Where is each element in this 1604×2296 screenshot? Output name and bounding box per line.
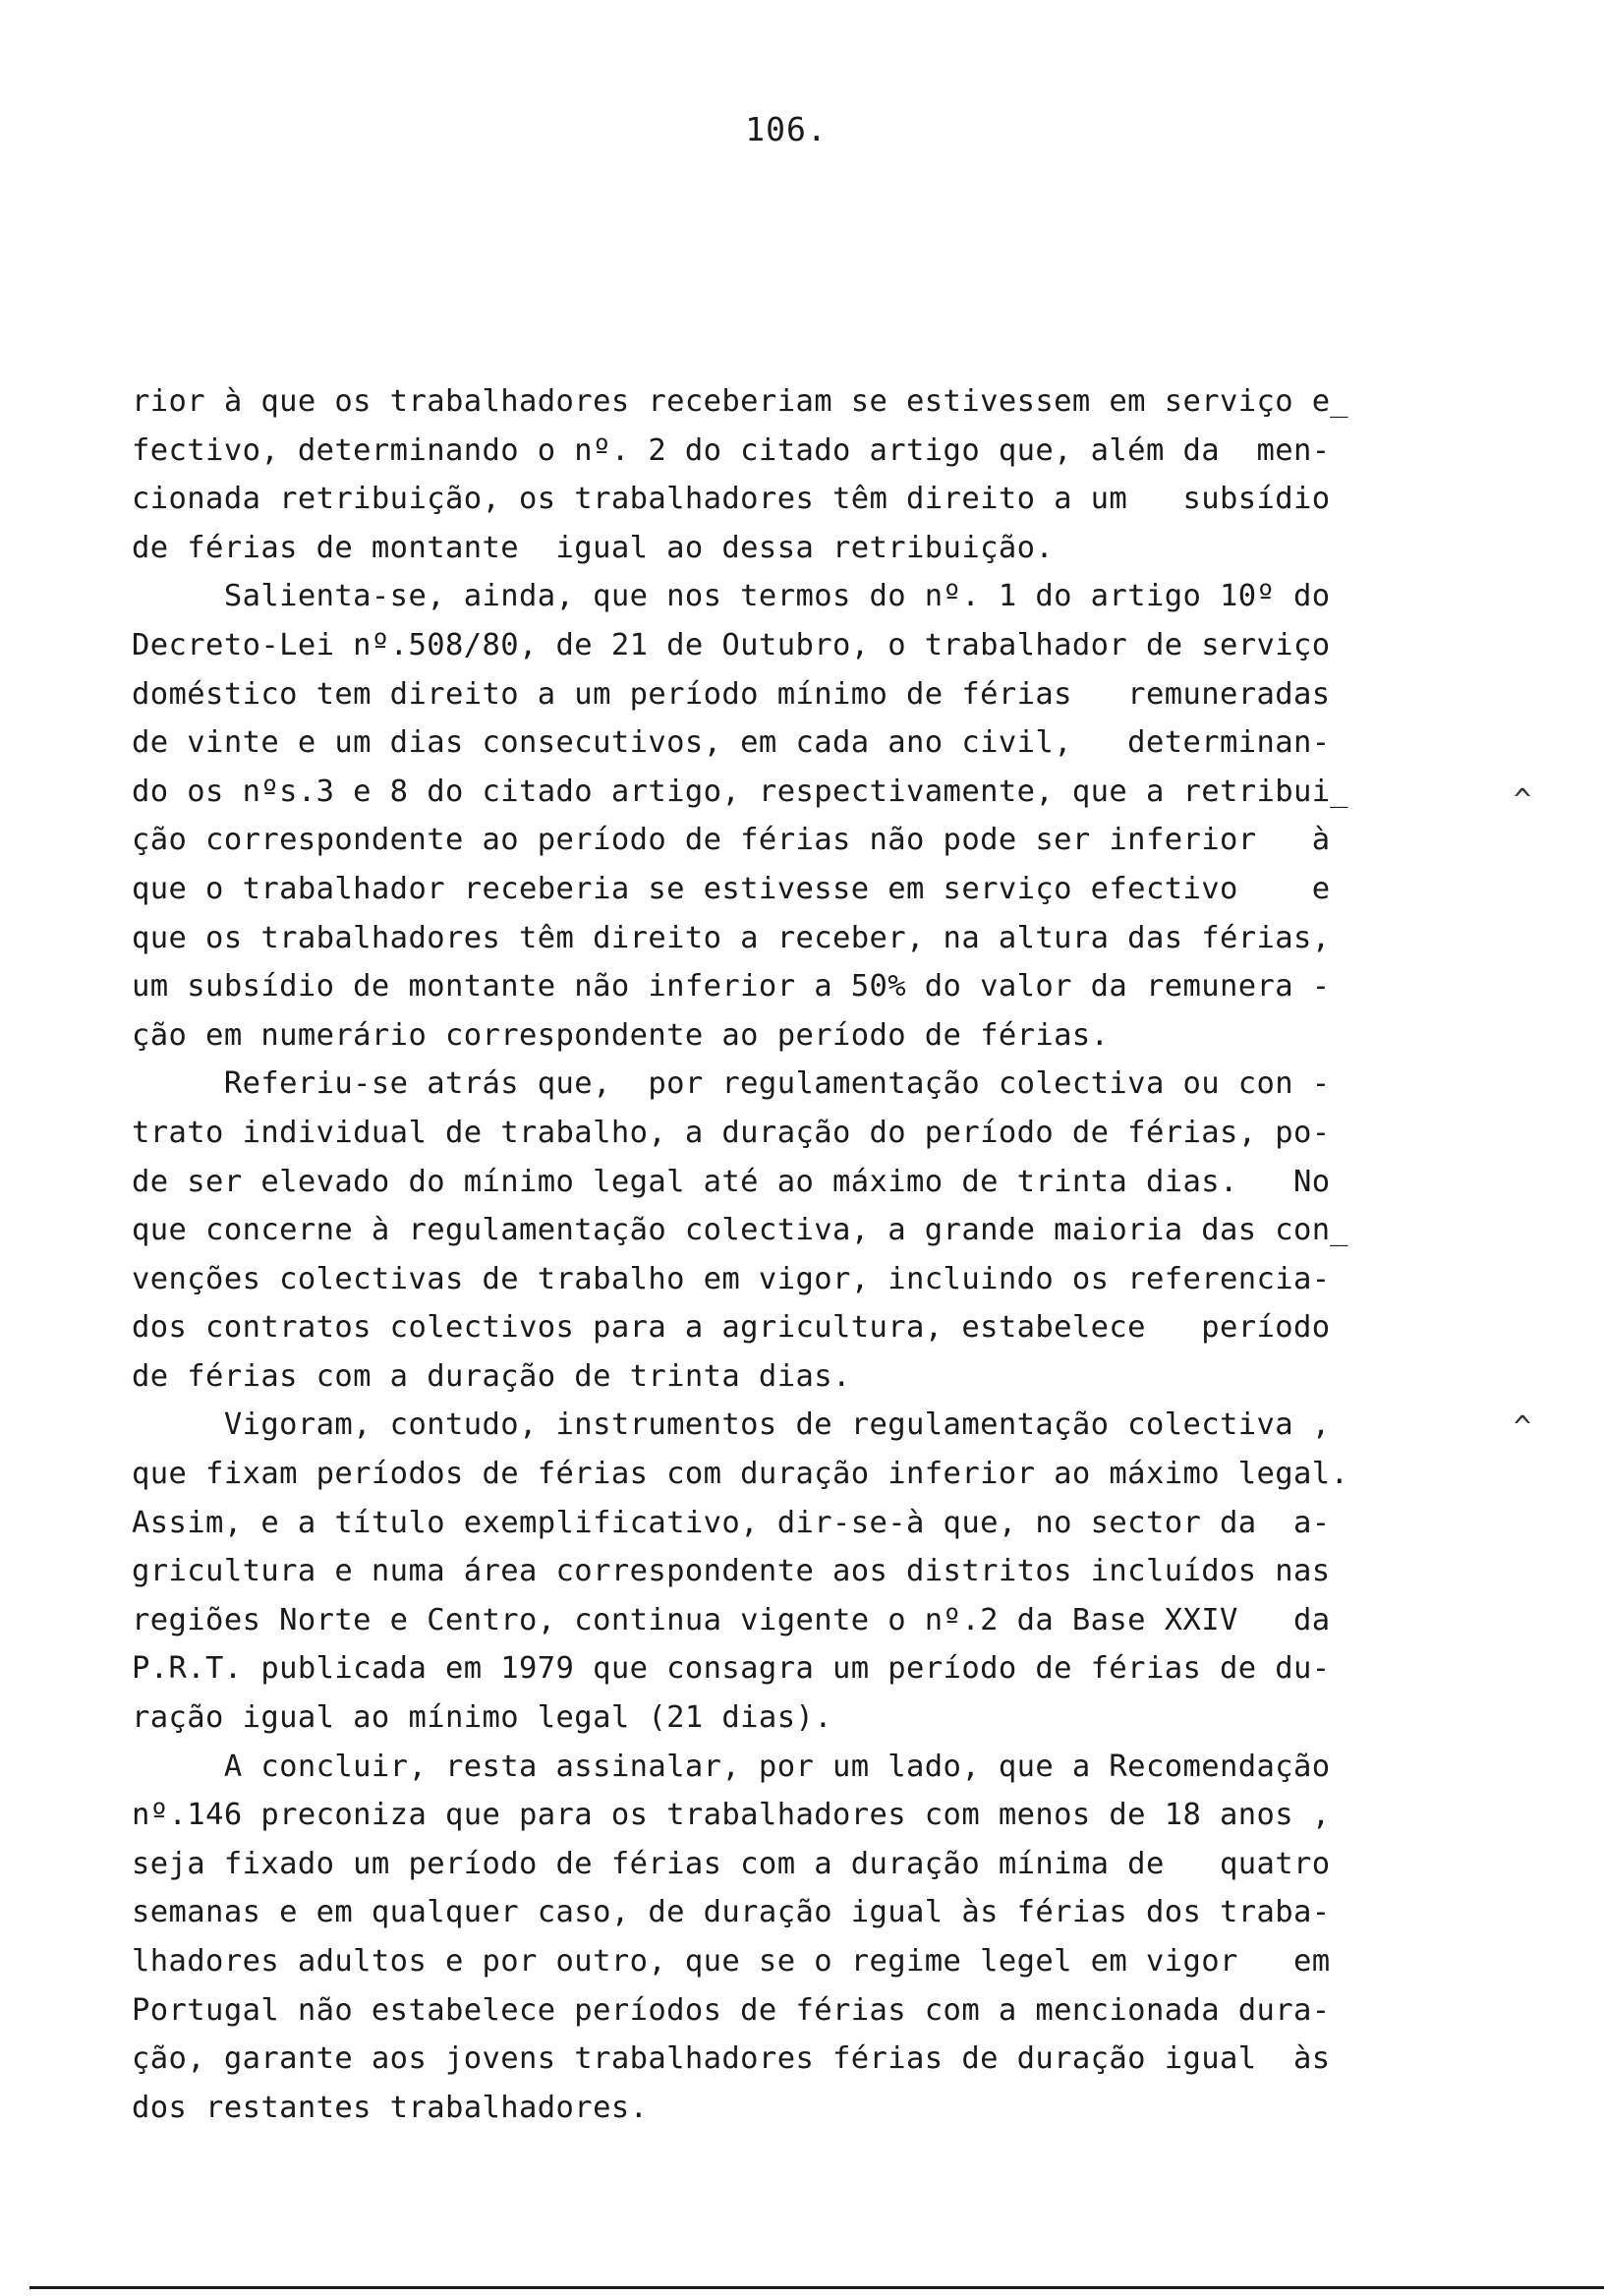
text-line: A concluir, resta assinalar, por um lado, que a Recomendação xyxy=(132,1749,1331,1784)
text-line: que fixam períodos de férias com duração inferior ao máximo legal. xyxy=(132,1457,1349,1492)
text-line: ção em numerário correspondente ao período de férias. xyxy=(132,1017,1110,1053)
text-line: doméstico tem direito a um período mínimo de férias remuneradas xyxy=(132,676,1331,712)
text-line: ção, garante aos jovens trabalhadores férias de duração igual às xyxy=(132,2041,1331,2077)
text-line: rior à que os trabalhadores receberiam se estivessem em serviço e̲ xyxy=(132,384,1348,419)
text-line: Referiu-se atrás que, por regulamentação colectiva ou con - xyxy=(132,1066,1331,1102)
text-line: Assim, e a título exemplificativo, dir-se-à que, no sector da a- xyxy=(132,1505,1331,1540)
body-text xyxy=(132,377,1419,2132)
text-line: semanas e em qualquer caso, de duração igual às férias dos traba- xyxy=(132,1895,1331,1930)
text-line: lhadores adultos e por outro, que se o regime legel em vigor em xyxy=(132,1944,1331,1979)
text-line: um subsídio de montante não inferior a 50% do valor da remunera - xyxy=(132,969,1331,1004)
text-line: trato individual de trabalho, a duração do período de férias, po- xyxy=(132,1115,1331,1150)
text-line: fectivo, determinando o nº. 2 do citado artigo que, além da men- xyxy=(132,432,1331,468)
text-line: Portugal não estabelece períodos de férias com a mencionada dura- xyxy=(132,1992,1331,2028)
text-line: gricultura e numa área correspondente aos distritos incluídos nas xyxy=(132,1554,1331,1589)
text-line: Decreto-Lei nº.508/80, de 21 de Outubro, o trabalhador de serviço xyxy=(132,627,1331,662)
page-number: 106. xyxy=(745,110,828,148)
text-line: regiões Norte e Centro, continua vigente o nº.2 da Base XXIV da xyxy=(132,1602,1331,1637)
text-line: de férias de montante igual ao dessa retribuição. xyxy=(132,530,1055,565)
text-line: que os trabalhadores têm direito a receber, na altura das férias, xyxy=(132,920,1331,955)
text-line: dos restantes trabalhadores. xyxy=(132,2090,649,2125)
text-line: de férias com a duração de trinta dias. xyxy=(132,1358,851,1394)
text-line: de vinte e um dias consecutivos, em cada ano civil, determinan- xyxy=(132,725,1331,761)
margin-mark: ^ xyxy=(1514,1410,1532,1445)
text-line: de ser elevado do mínimo legal até ao máximo de trinta dias. No xyxy=(132,1164,1331,1199)
text-line: ração igual ao mínimo legal (21 dias). xyxy=(132,1700,832,1736)
text-line: venções colectivas de trabalho em vigor, incluindo os referencia- xyxy=(132,1261,1331,1296)
text-line: dos contratos colectivos para a agricultura, estabelece período xyxy=(132,1310,1331,1346)
text-line: que o trabalhador receberia se estivesse em serviço efectivo e xyxy=(132,871,1331,906)
text-line: Salienta-se, ainda, que nos termos do nº. 1 do artigo 10º do xyxy=(132,579,1331,614)
text-line: P.R.T. publicada em 1979 que consagra um período de férias de du- xyxy=(132,1651,1331,1687)
text-line: que concerne à regulamentação colectiva, a grande maioria das con̲ xyxy=(132,1213,1348,1248)
text-line: Vigoram, contudo, instrumentos de regulamentação colectiva , xyxy=(132,1407,1331,1443)
text-line: do os nºs.3 e 8 do citado artigo, respectivamente, que a retribui̲ xyxy=(132,774,1348,809)
text-line: ção correspondente ao período de férias não pode ser inferior à xyxy=(132,823,1331,858)
text-line: cionada retribuição, os trabalhadores têm direito a um subsídio xyxy=(132,482,1331,517)
text-line: nº.146 preconiza que para os trabalhadores com menos de 18 anos , xyxy=(132,1798,1331,1833)
margin-mark: ^ xyxy=(1514,783,1532,818)
footer-rule xyxy=(29,2286,1604,2289)
text-line: seja fixado um período de férias com a duração mínima de quatro xyxy=(132,1846,1331,1881)
